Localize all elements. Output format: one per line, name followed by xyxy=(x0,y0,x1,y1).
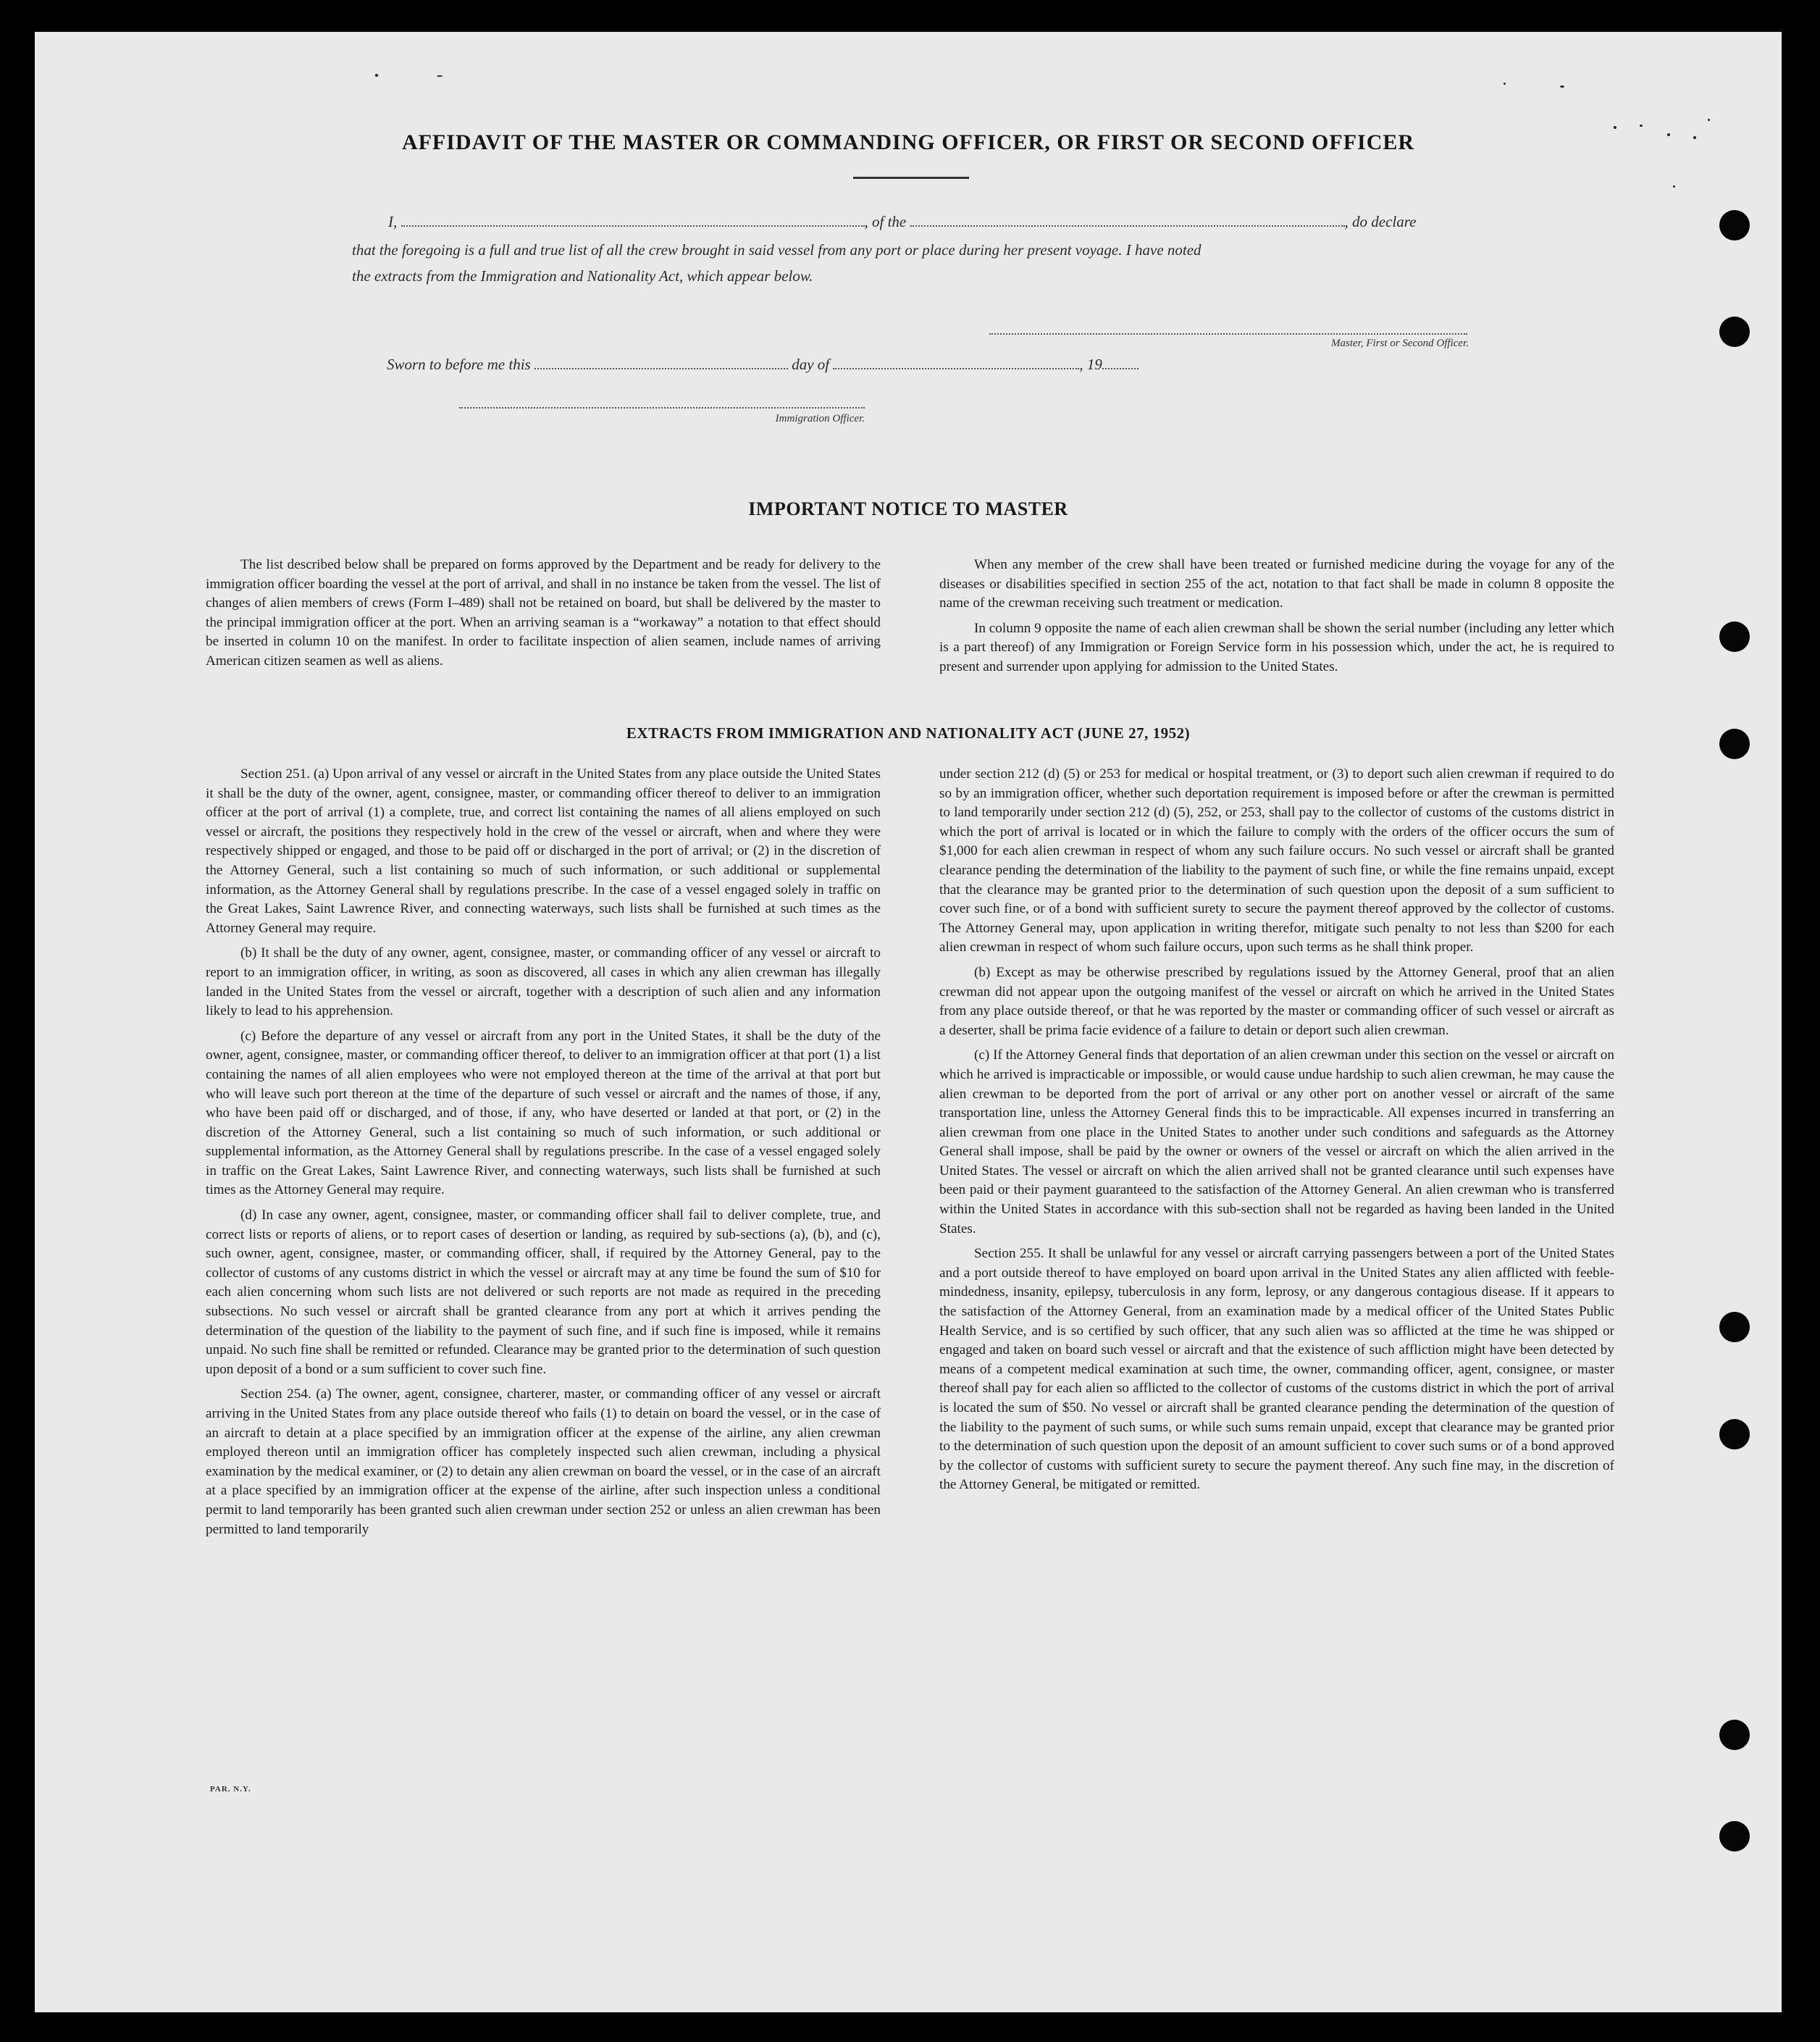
punch-hole xyxy=(1719,1419,1750,1449)
declaration-text-1: that the foregoing is a full and true list of all the crew brought in said vessel from any port or place during her present voyage. I have noted xyxy=(352,241,1202,259)
extracts-left-column xyxy=(206,765,881,1539)
dust-speck xyxy=(1708,119,1710,121)
act-paragraph: (c) If the Attorney General finds that deportation of an alien crewman under this section on the vessel or aircraft on which he arrived is impracticable or impossible, or would cause undue hardship to such alien crewman, he may cause the alien crewman to be deported from the port of arrival or any other port on another vessel or aircraft of the same transportation line, unless the Attorney General finds this to be impracticable. All expenses incurred in transferring an alien crewman from one place in the United States to another under such conditions and safeguards as the Attorney General shall impose, shall be paid by the owner or owners of the vessel or aircraft on which the alien arrived in the United States. The vessel or aircraft on which the alien arrived shall not be granted clearance until such expenses have been paid or their payment guaranteed to the satisfaction of the Attorney General. An alien crewman who is transferred within the United States in accordance with this sub-section shall not be regarded as having been landed in the United States. xyxy=(939,1047,1614,1237)
dust-speck xyxy=(1693,136,1696,139)
master-signature-line[interactable] xyxy=(989,333,1467,335)
notice-left-column xyxy=(206,556,881,671)
notice-paragraph: When any member of the crew shall have been treated or furnished medicine during the voyage for any of the diseases or disabilities specified in section 255 of the act, notation to that fact shall be made in column 8 opposite the name of the crewman receiving such treatment or medication. xyxy=(939,557,1614,611)
punch-hole xyxy=(1719,210,1750,240)
dust-speck xyxy=(437,75,443,77)
dust-speck xyxy=(1560,85,1564,88)
extracts-title: EXTRACTS FROM IMMIGRATION AND NATIONALITY ACT (JUNE 27, 1952) xyxy=(626,724,1191,742)
punch-hole xyxy=(1719,1821,1750,1851)
act-paragraph: Section 254. (a) The owner, agent, consignee, charterer, master, or commanding officer of any vessel or aircraft arriving in the United States from any place outside thereof who fails (1) to detain on board the vessel, or in the case of an aircraft to detain at a place specified by an immigration officer at the expense of the airline, any alien crewman employed thereon until an immigration officer has completely inspected such alien crewman, including a physical examination by the medical examiner, or (2) to detain any alien crewman on board the vessel, or in the case of an aircraft at a place specified by an immigration officer at the expense of the airline, after such inspection unless a conditional permit to land temporarily has been granted such alien crewman under section 252 or unless an alien crewman has been permitted to land temporarily xyxy=(206,1386,881,1537)
declaration-text-2: the extracts from the Immigration and Nationality Act, which appear below. xyxy=(352,267,813,285)
printer-mark: PAR. N.Y. xyxy=(210,1785,251,1794)
declarant-name-field[interactable] xyxy=(401,222,865,227)
day-of-label: day of xyxy=(792,356,830,373)
document-page xyxy=(35,32,1782,2012)
sworn-line xyxy=(387,356,1256,374)
act-paragraph: Section 255. It shall be unlawful for any vessel or aircraft carrying passengers between a port of the United States and a port outside thereof to have employed on board upon arrival in the United States any alien afflicted with feeble-mindedness, insanity, epilepsy, tuberculosis in any form, leprosy, or any dangerous contagious disease. If it appears to the satisfaction of the Attorney General, from an examination made by a medical officer of the United States Public Health Service, and is so certified by such officer, that any such alien was so afflicted at the time he was shipped or engaged and taken on board such vessel or aircraft and that the existence of such affliction might have been detected by means of a competent medical examination at such time, the owner, commanding officer, agent, consignee, or master thereof shall pay for each alien so afflicted to the collector of customs of the customs district in which the port of arrival is located the sum of $50. No vessel or aircraft shall be granted clearance pending the determination of the question of the liability to the payment of such sums, or while such sums remain unpaid, except that clearance may be granted prior to the determination of such question upon the deposit of an amount sufficient to cover such sums or of a bond approved by the collector of customs with sufficient surety to secure the payment thereof. Any such fine may, in the discretion of the Attorney General, be mitigated or remitted. xyxy=(939,1246,1614,1493)
punch-hole xyxy=(1719,1720,1750,1750)
officer-signature-caption: Immigration Officer. xyxy=(775,413,865,424)
act-paragraph: under section 212 (d) (5) or 253 for medical or hospital treatment, or (3) to deport such alien crewman if required to do so by an immigration officer, whether such deportation requirement is imposed before or after the crewman is permitted to land temporarily under section 212 (d) (5), 252, or 253, shall pay to the collector of customs of the customs district in which the port of arrival is located or in which the failure to comply with the orders of the officer occurs the sum of $1,000 for each alien crewman in respect of whom any such failure occurs. No such vessel or aircraft shall be granted clearance pending the determination of the liability to the payment of such fine, or while the fine remains unpaid, except that the clearance may be granted prior to the determination of such question upon the deposit of a sum sufficient to cover such fine, or of a bond with sufficient surety to secure the payment thereof approved by the collector of customs. The Attorney General may, upon application in writing therefor, mitigate such penalty to not less than $200 for each alien crewman in respect of whom such failure occurs, upon such terms as he shall think proper. xyxy=(939,766,1614,955)
dust-speck xyxy=(375,74,378,77)
year-label: , 19 xyxy=(1079,356,1102,373)
punch-hole xyxy=(1719,729,1750,759)
declaration-line xyxy=(388,213,1504,231)
dust-speck xyxy=(1504,83,1506,85)
extracts-right-column xyxy=(939,765,1614,1495)
vessel-label: , of the xyxy=(864,213,907,230)
act-paragraph: (d) In case any owner, agent, consignee, master, or commanding officer shall fail to deliver complete, true, and correct lists or reports of aliens, or to report cases of desertion or landing, as required by sub-sections (a), (b), and (c), such owner, agent, consignee, master, or commanding officer, shall, if required by the Attorney General, pay to the collector of customs of any customs district in which the vessel or aircraft may at any time be found the sum of $10 for each alien concerning whom such lists are not delivered or such reports are not made as required in the preceding subsections. No such vessel or aircraft shall be granted clearance from any port at which it arrives pending the determination of the question of the liability to the payment of such fine, and if such fine is imposed, while it remains unpaid. No such fine shall be remitted or refunded. Clearance may be granted prior to the determination of such question upon deposit of a bond or a sum sufficient to cover such fine. xyxy=(206,1208,881,1377)
act-paragraph: (b) Except as may be otherwise prescribed by regulations issued by the Attorney General, proof that an alien crewman did not appear upon the outgoing manifest of the vessel or aircraft on which he arrived in the United States from any place outside thereof, or that he was reported by the master or commanding officer of such vessel or aircraft as a deserter, shall be prima facie evidence of a failure to detain or deport such alien crewman. xyxy=(939,964,1614,1038)
declare-label: , do declare xyxy=(1344,213,1417,230)
notice-right-column xyxy=(939,556,1614,677)
sworn-day-field[interactable] xyxy=(534,365,788,369)
title-rule xyxy=(853,177,969,179)
punch-hole xyxy=(1719,1312,1750,1342)
vessel-name-field[interactable] xyxy=(910,222,1345,227)
notice-title: IMPORTANT NOTICE TO MASTER xyxy=(748,498,1068,519)
act-paragraph: (b) It shall be the duty of any owner, agent, consignee, master, or commanding officer of any vessel or aircraft to report to an immigration officer, in writing, as soon as discovered, all cases in which any alien crewman has illegally landed in the United States from the vessel or aircraft, together with a description of such alien and any information likely to lead to his apprehension. xyxy=(206,945,881,1019)
master-signature-caption: Master, First or Second Officer. xyxy=(1331,338,1469,349)
dust-speck xyxy=(1673,185,1675,188)
dust-speck xyxy=(1614,126,1616,129)
notice-paragraph: In column 9 opposite the name of each alien crewman shall be shown the serial number (including any letter which is a part thereof) of any Immigration or Foreign Service form in his possession which, under the act, he is required to present and surrender upon applying for admission to the United States. xyxy=(939,620,1614,674)
affidavit-title: AFFIDAVIT OF THE MASTER OR COMMANDING OFFICER, OR FIRST OR SECOND OFFICER xyxy=(401,130,1415,154)
punch-hole xyxy=(1719,622,1750,652)
sworn-month-field[interactable] xyxy=(833,365,1079,369)
sworn-label: Sworn to before me this xyxy=(387,356,531,373)
sworn-year-field[interactable] xyxy=(1102,365,1138,369)
act-paragraph: (c) Before the departure of any vessel or aircraft from any port in the United States, it shall be the duty of the owner, agent, consignee, master, or commanding officer thereof, to deliver to an immigration officer at that port (1) a list containing the names of all alien employees who were not employed thereon at the time of the arrival at that port but who will leave such port thereon at the time of the departure of such vessel or aircraft and the names of those, if any, who have been paid off or discharged, and of those, if any, who have deserted or landed at that port, or (2) in the discretion of the Attorney General, such a list containing so much of such information, or such additional or supplemental information, as the Attorney General shall by regulations prescribe. In the case of a vessel engaged solely in traffic on the Great Lakes, Saint Lawrence River, and connecting waterways, such lists shall be furnished at such times as the Attorney General may require. xyxy=(206,1028,881,1198)
notice-paragraph: The list described below shall be prepared on forms approved by the Department and be ready for delivery to the immigration officer boarding the vessel at the port of arrival, and shall in no instance be taken from the vessel. The list of changes of alien members of crews (Form I–489) shall not be retained on board, but shall be delivered by the master to the principal immigration officer at the port. When an arriving seaman is a “workaway” a notation to that effect should be inserted in column 10 on the manifest. In order to facilitate inspection of alien seamen, include names of arriving American citizen seamen as well as aliens. xyxy=(206,557,881,669)
act-paragraph: Section 251. (a) Upon arrival of any vessel or aircraft in the United States from any place outside the United States it shall be the duty of the owner, agent, consignee, master, or commanding officer thereof to deliver to an immigration officer at the port of arrival (1) a complete, true, and correct list containing the names of all aliens employed on such vessel or aircraft, the positions they respectively hold in the crew of the vessel or aircraft, when and where they were respectively shipped or engaged, and those to be paid off or discharged in the port of arrival; or (2) in the discretion of the Attorney General, such a list containing so much of such information, or such additional or supplemental information, as the Attorney General shall by regulations prescribe. In the case of a vessel engaged solely in traffic on the Great Lakes, Saint Lawrence River, and connecting waterways, such lists shall be furnished at such times as the Attorney General may require. xyxy=(206,766,881,936)
dust-speck xyxy=(1640,125,1643,127)
dust-speck xyxy=(1667,133,1670,136)
declarant-label: I, xyxy=(388,213,398,230)
officer-signature-line[interactable] xyxy=(459,407,865,409)
punch-hole xyxy=(1719,317,1750,347)
